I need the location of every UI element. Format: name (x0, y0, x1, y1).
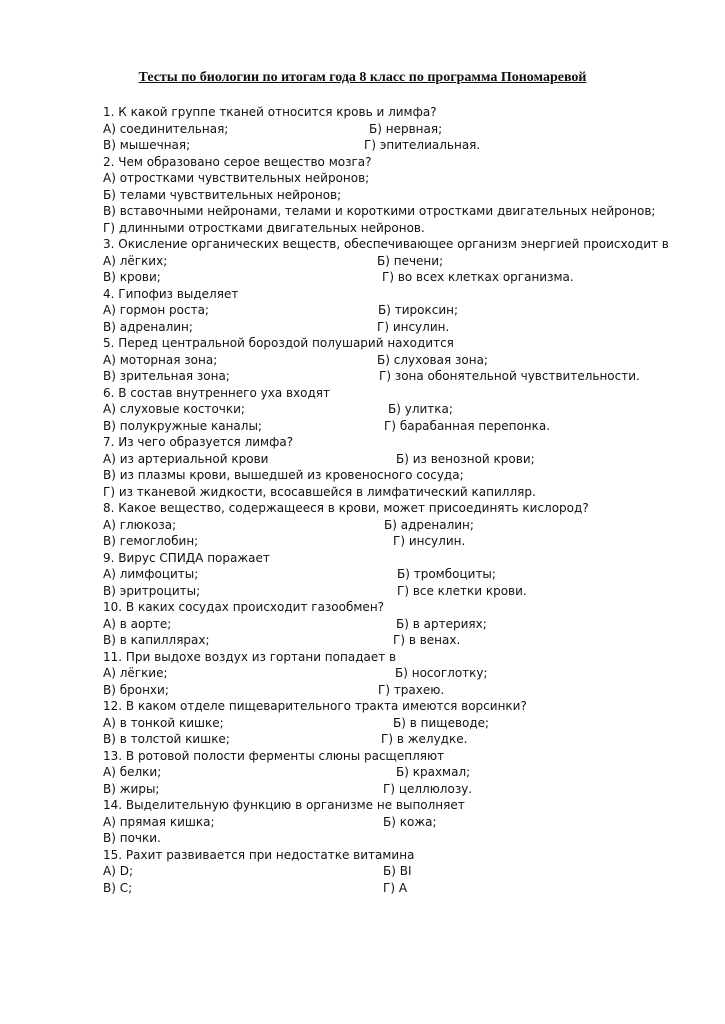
answer-option-left: А) слуховые косточки; (103, 402, 245, 416)
question-text: 5. Перед центральной бороздой полушарий находится (103, 336, 454, 350)
answer-option: Б) телами чувствительных нейронов; (103, 187, 342, 202)
answer-option: В) вставочными нейронами, телами и короткими отростками двигательных нейронов; (103, 204, 656, 218)
question-text: 2. Чем образовано серое вещество мозга? (103, 154, 372, 169)
answer-option-left: А) гормон роста; (103, 303, 209, 317)
answer-option-right: Б) кожа; (383, 814, 437, 829)
answer-option-left: А) в тонкой кишке; (103, 715, 224, 730)
question-text: 4. Гипофиз выделяет (103, 286, 239, 301)
answer-row (103, 533, 683, 550)
answer-option-left: В) жиры; (103, 781, 160, 796)
answer-option-right: Г) инсулин. (377, 319, 450, 334)
answer-option-right: Г) эпителиальная. (364, 138, 481, 152)
answer-row (103, 517, 683, 534)
question-text: 12. В каком отделе пищеварительного тракта имеются ворсинки? (103, 699, 527, 713)
answer-option-left: А) из артериальной крови (103, 451, 269, 466)
answer-option-right: Б) крахмал; (396, 765, 471, 779)
answer-row (103, 863, 683, 880)
answer-option-left: А) в аорте; (103, 616, 172, 631)
answer-row (103, 632, 683, 649)
answer-row (103, 616, 683, 633)
answer-row (103, 319, 683, 336)
answer-option-right: Б) из венозной крови; (396, 451, 535, 466)
answer-option-left: В) адреналин; (103, 319, 193, 334)
answer-option-left: А) моторная зона; (103, 352, 218, 367)
answer-row (103, 731, 683, 748)
answer-option-right: Б) BI (383, 864, 412, 878)
answer-row (103, 764, 683, 781)
answer-row (103, 715, 683, 732)
answer-row (103, 368, 683, 385)
answer-option-left: А) лёгкие; (103, 666, 168, 680)
answer-option-left: А) глюкоза; (103, 517, 177, 532)
answer-option-right: Б) тромбоциты; (397, 567, 496, 581)
answer-row (103, 401, 683, 418)
answer-option-right: Г) инсулин. (393, 534, 466, 548)
answer-option-left: В) полукружные каналы; (103, 418, 262, 433)
answer-option: Г) длинными отростками двигательных нейронов. (103, 220, 425, 235)
answer-option: А) отростками чувствительных нейронов; (103, 171, 370, 185)
answer-option-right: Б) в пищеводе; (393, 715, 490, 730)
answer-option-right: Г) зона обонятельной чувствительности. (379, 369, 640, 383)
answer-row (103, 121, 683, 138)
answer-option-right: Б) слуховая зона; (377, 352, 488, 367)
answer-option-left: А) соединительная; (103, 121, 229, 136)
answer-row (103, 269, 683, 286)
answer-option-right: Г) все клетки крови. (397, 583, 527, 598)
answer-option: В) из плазмы крови, вышедшей из кровеносного сосуда; (103, 468, 464, 482)
answer-option-left: В) в толстой кишке; (103, 732, 230, 746)
answer-option-left: В) бронхи; (103, 682, 169, 697)
answer-row (103, 418, 683, 435)
answer-option-left: В) С; (103, 880, 133, 895)
question-text: 1. К какой группе тканей относится кровь и лимфа? (103, 105, 437, 119)
answer-option-right: Б) носоглотку; (395, 666, 488, 680)
answer-option-right: Г) А (383, 880, 408, 895)
answer-row (103, 253, 683, 270)
question-text: 10. В каких сосудах происходит газообмен? (103, 600, 385, 614)
document-title: Тесты по биологии по итогам года 8 класс по программа Пономаревой (138, 70, 587, 85)
answer-row (103, 880, 683, 897)
answer-option-left: А) лёгких; (103, 253, 168, 268)
answer-option-right: Б) улитка; (388, 402, 453, 416)
answer-row (103, 451, 683, 468)
answer-option-left: В) зрительная зона; (103, 369, 230, 383)
answer-option-left: В) эритроциты; (103, 583, 201, 598)
answer-row (103, 583, 683, 600)
answer-option-right: Б) печени; (377, 253, 444, 268)
answer-row (103, 814, 683, 831)
answer-option: Г) из тканевой жидкости, всосавшейся в лимфатический капилляр. (103, 484, 536, 499)
answer-option-left: А) D; (103, 864, 133, 878)
answer-row (103, 566, 683, 583)
answer-option-right: Г) во всех клетках организма. (382, 270, 574, 284)
answer-option-right: Г) в венах. (393, 633, 461, 647)
question-text: 14. Выделительную функцию в организме не выполняет (103, 798, 465, 812)
questions-body (103, 104, 683, 896)
question-text: 6. В состав внутреннего уха входят (103, 385, 331, 400)
answer-option-right: Б) в артериях; (396, 616, 487, 631)
answer-option-right: Г) целлюлозу. (383, 781, 473, 796)
question-text: 8. Какое вещество, содержащееся в крови, может присоединять кислород? (103, 501, 589, 515)
question-text: 9. Вирус СПИДА поражает (103, 550, 270, 565)
answer-option-left: А) белки; (103, 765, 162, 779)
answer-row (103, 302, 683, 319)
answer-row (103, 352, 683, 369)
answer-option-right: Г) в желудке. (381, 732, 468, 746)
answer-option-right: Б) тироксин; (378, 303, 459, 317)
answer-row (103, 137, 683, 154)
answer-option-left: А) лимфоциты; (103, 567, 199, 581)
answer-row (103, 682, 683, 699)
answer-option-right: Г) барабанная перепонка. (384, 418, 551, 433)
answer-option-right: Б) адреналин; (384, 517, 474, 532)
answer-option-left: В) мышечная; (103, 138, 191, 152)
answer-option-right: Г) трахею. (378, 682, 445, 697)
question-text: 7. Из чего образуется лимфа? (103, 435, 294, 449)
answer-row (103, 665, 683, 682)
answer-option-left: В) в капиллярах; (103, 633, 210, 647)
question-text: 13. В ротовой полости ферменты слюны расщепляют (103, 748, 445, 763)
answer-option: В) почки. (103, 831, 161, 845)
question-text: 11. При выдохе воздух из гортани попадает в (103, 649, 397, 664)
answer-option-left: В) гемоглобин; (103, 534, 199, 548)
answer-option-left: А) прямая кишка; (103, 814, 215, 829)
answer-row (103, 781, 683, 798)
answer-option-right: Б) нервная; (369, 121, 443, 136)
answer-option-left: В) крови; (103, 270, 161, 284)
question-text: 3. Окисление органических веществ, обеспечивающее организм энергией происходит в (103, 237, 669, 251)
question-text: 15. Рахит развивается при недостатке витамина (103, 847, 415, 862)
